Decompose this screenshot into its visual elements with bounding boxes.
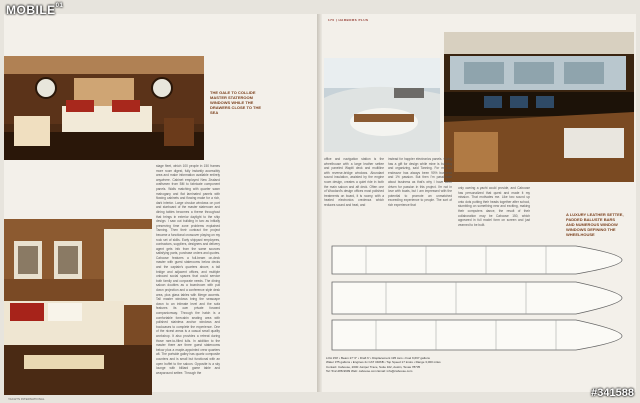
image-id-watermark: #341588 — [591, 387, 634, 399]
specs-line-2: Water 375 gallons • Engines 2x CAT 3406B • Top Speed 17 knots • Range 3,000 miles — [326, 360, 441, 365]
right-body-column-2: instead for happier electronics panels. Going has a gift for design while mine is building and organizing, said Tanning. For me the endeavor has always been 90% business and 1% passion. But then I'm passionate about business as that's why I have been driven for passion in this project. I'm not in love with boats, but I am impressed with the potential to promote an unmatched exceeding experience to people. The sort of rich experience that — [388, 157, 452, 207]
right-body-column-1: office and navigation station is the wheelhouse with a large leather settee and paneled Wapiti deck and multiline with reverse-bridge windows. Abundant sound insulation, assisted by the engine room design, creates a quiet ride in both the main saloon and aft deck. Often one of Woodard's design offices most polished treatments on board, it is roomy, with a heated electronics credenza which reduces sound and heat, and — [324, 157, 384, 207]
mobile01-logo: MOBILE$^{01}$ — [6, 3, 64, 17]
right-caption: A LUXURY LEATHER SETTEE, PADDED BALUSTE BARS AND NUMEROUS WINDOW WINDOWS DEFINING THE WHEELHOUSE — [566, 212, 624, 237]
right-header: 170 | HARBORS PLUS — [328, 18, 369, 22]
specs-line-1: LOA 150' • Beam 27' 6" • Draft 6' • Displacement 195 tons • Fuel 9,667 gallons — [326, 356, 430, 360]
wheelhouse-photo — [444, 32, 634, 182]
specs-contact: Contact: Caboose, 2000 Juniper Trace, Suite 102, Austin, Texas 78735 — [326, 364, 421, 369]
yacht-specs — [326, 356, 626, 390]
master-stateroom-photo — [4, 56, 204, 160]
aft-deck-photo — [324, 58, 440, 152]
left-caption: THE GALE TO COLLIDE MASTER STATEROOM WINDOWS WHILE THE DRAWERS CLOSE TO THE SEA — [210, 90, 262, 115]
deck-plan-drawings — [326, 240, 626, 352]
right-body-column-3: only owning a yacht could provide, and Caboose has personalized that quest and made it my mission. That motivates me. Like two sound up onto dots putting their heads together after school, stumbling on something new and exciting, making their computers dance, the result of their collaboration may be Caboose 150, which appeared in full model form on screen and just yearned to be built. — [458, 186, 530, 226]
left-body-column: stage fleet, which 100 people in 150 frames more room digest, fully instantly accessibly area and make information available entirely anywhere. Cabinet employed New Zealand craftsmen from BM to fabricate component panels. Walls matching with quarter sawn mahogany and flat laminated panels with flowing cabinets and flowing make for a rich, dark interior. Large circular windows on port and starboard of the master stateroom and dining tables becomes a theme throughout that brings in exterior daylight to the ship design. I saw out building in two as initially preserving time zone problems explained Tanning. Then their contract the project became a functional crossover playing on my rock set of skills. Early shipyard employees, contractors, suppliers, designers and delivery agent gets info from the same sources satisfying parts, purchase orders and quotes. Caboose features a full-beam on-deck master with guest staterooms below decks and the captain's quarters above, a tall bridge and adjacent offices, and multiple onboard social spaces that could service both family and corporate needs. The dining saloon doubles as a boardroom with pull down projection and a conference style desk area, plus glass tables with Merge accents. Tall master windows bring the seascape down to an intimate level and the sofa features its own private forward companionway. Through the hatch is a comfortable forecabin seating area with polished stainless anchor windows and bookcases to complete the experience. One of the nicest areas is a casual small quality workshop. It also provides a retreat during those rare-to-filled lulls. In addition to the master there are three guest staterooms below plus a maple-appointed crew quarters aft. The portside galley has quartz composite counters and is small but functional with an open buffet to the saloon. Opposite is a sky lounge with billiard game table and wraparound settee. Through the — [156, 164, 220, 375]
guest-stateroom-photo — [4, 219, 152, 395]
right-page — [322, 14, 636, 392]
left-folio: YACHTS INTERNATIONAL — [8, 397, 45, 401]
left-page — [4, 14, 318, 401]
specs-contact-2: Tel: 512-288-9999 Web: caboose.com Email: info@caboose.com — [326, 369, 413, 374]
